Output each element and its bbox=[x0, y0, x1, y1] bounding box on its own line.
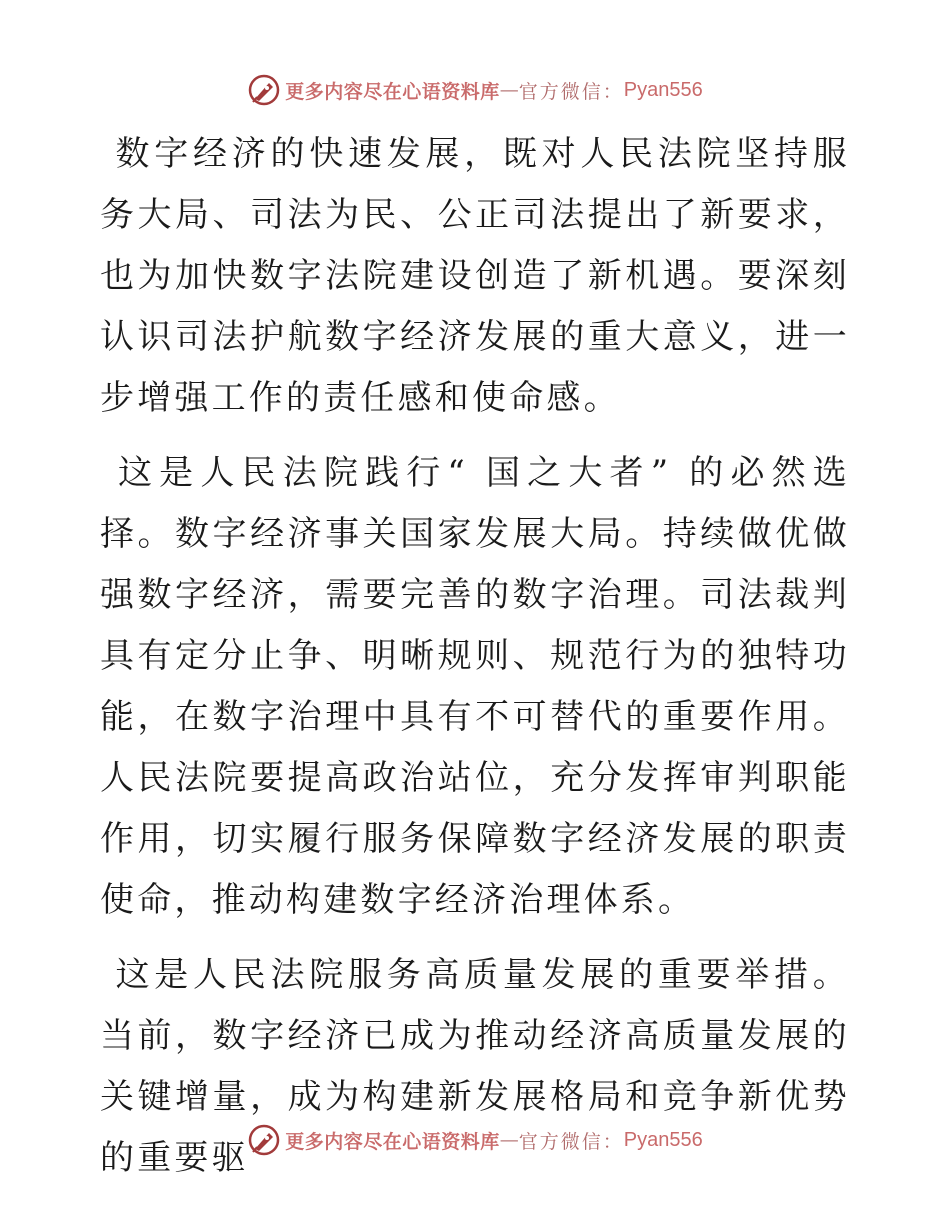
official-label: 官方微信： bbox=[518, 80, 624, 103]
footer-banner bbox=[0, 1120, 950, 1160]
paragraph-1: 数字经济的快速发展，既对人民法院坚持服务大局、司法为民、公正司法提出了新要求，也为加快数字法院建设创造了新机遇。要深刻认识司法护航数字经济发展的重大意义，进一步增强工作的责任感和使命感。 bbox=[100, 134, 850, 418]
separator: — bbox=[499, 79, 519, 101]
brand-text: 更多内容尽在心语资料库 bbox=[285, 1130, 500, 1153]
paragraph-3: 这是人民法院服务高质量发展的重要举措。当前，数字经济已成为推动经济高质量发展的关键增量，成为构建新发展格局和竞争新优势的重要驱 bbox=[100, 955, 850, 1178]
brand-text: 更多内容尽在心语资料库 bbox=[285, 80, 500, 103]
wechat-id: Pyan556 bbox=[623, 1128, 703, 1151]
header-banner bbox=[0, 70, 950, 110]
pen-nib-logo-icon bbox=[247, 73, 281, 107]
pen-nib-logo-icon bbox=[247, 1123, 281, 1157]
document-body bbox=[100, 124, 850, 1203]
official-label: 官方微信： bbox=[518, 1130, 624, 1153]
paragraph-2: 这是人民法院践行“ 国之大者” 的必然选择。数字经济事关国家发展大局。持续做优做强数字经济，需要完善的数字治理。司法裁判具有定分止争、明晰规则、规范行为的独特功能，在数字治理中具有不可替代的重要作用。人民法院要提高政治站位，充分发挥审判职能作用，切实履行服务保障数字经济发展的职责使命，推动构建数字经济治理体系。 bbox=[100, 453, 850, 920]
separator: — bbox=[499, 1129, 519, 1151]
wechat-id: Pyan556 bbox=[623, 78, 703, 101]
